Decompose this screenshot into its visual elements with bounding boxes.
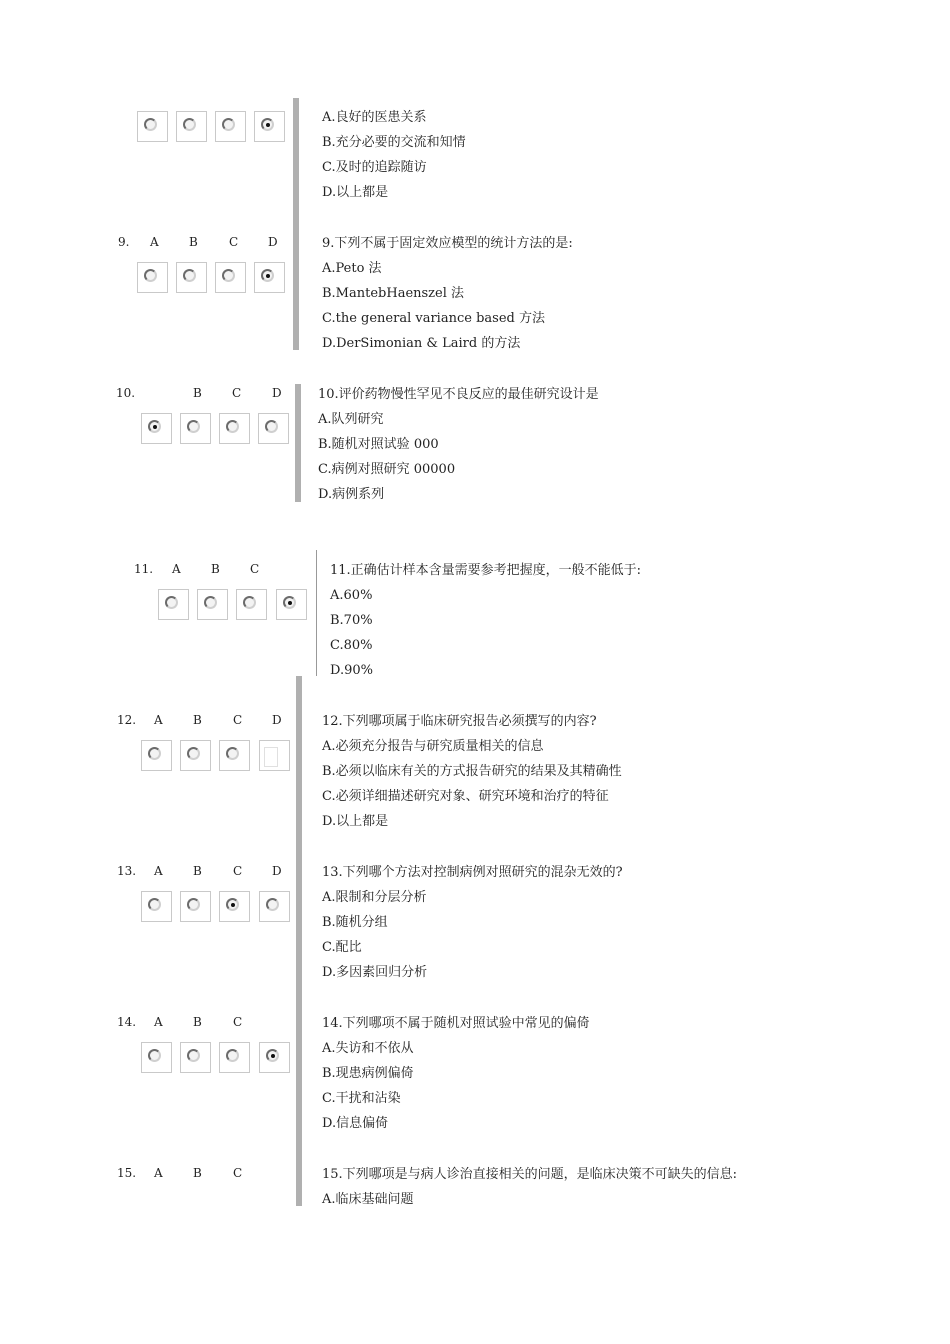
answer-option: D.90% <box>330 663 373 678</box>
radio-selected-icon <box>283 596 296 609</box>
question-title: 14.下列哪项不属于随机对照试验中常见的偏倚 <box>322 1016 590 1031</box>
answer-option: D.以上都是 <box>322 185 389 200</box>
radio-unselected-icon <box>222 269 235 282</box>
answer-letter-c: C <box>232 386 242 400</box>
radio-unselected-icon <box>148 747 161 760</box>
answer-radio-b[interactable] <box>176 262 207 293</box>
answer-option: A.Peto 法 <box>322 261 382 276</box>
answer-letter-b: B <box>193 864 202 878</box>
answer-option: B.现患病例偏倚 <box>322 1066 414 1081</box>
radio-selected-icon <box>261 118 274 131</box>
answer-radio-c[interactable] <box>219 740 250 771</box>
question-title: 12.下列哪项属于临床研究报告必须撰写的内容? <box>322 714 597 729</box>
answer-letter-a: A <box>154 713 163 727</box>
question-text-block <box>322 231 573 356</box>
radio-unselected-icon <box>187 898 200 911</box>
radio-selected-icon <box>226 898 239 911</box>
answer-option: D.信息偏倚 <box>322 1116 389 1131</box>
radio-unselected-icon <box>165 596 178 609</box>
radio-unselected-icon <box>144 269 157 282</box>
separator-bar <box>293 98 299 350</box>
answer-letter-c: C <box>233 1166 243 1180</box>
answer-radio-b[interactable] <box>197 589 228 620</box>
answer-letter-b: B <box>189 235 198 249</box>
answer-option: A.限制和分层分析 <box>322 890 427 905</box>
radio-selected-icon <box>261 269 274 282</box>
radio-unselected-icon <box>187 747 200 760</box>
answer-letter-a: A <box>154 864 163 878</box>
answer-radio-c[interactable] <box>219 891 250 922</box>
radio-unselected-icon <box>265 420 278 433</box>
answer-option: B.70% <box>330 613 373 628</box>
answer-radio-a[interactable] <box>137 111 168 142</box>
question-number: 10. <box>116 386 136 400</box>
question-text-block <box>322 1011 590 1136</box>
answer-option: B.MantebHaenszel 法 <box>322 286 465 301</box>
answer-letter-c: C <box>233 864 243 878</box>
answer-radio-c[interactable] <box>215 111 246 142</box>
answer-option: B.随机对照试验 000 <box>318 437 439 452</box>
question-text-block <box>322 860 623 985</box>
radio-selected-icon <box>148 420 161 433</box>
radio-unselected-icon <box>222 118 235 131</box>
empty-checkbox-icon <box>264 747 278 767</box>
answer-letter-d: D <box>272 386 282 400</box>
question-number: 11. <box>134 562 154 576</box>
answer-letter-b: B <box>211 562 220 576</box>
question-title: 13.下列哪个方法对控制病例对照研究的混杂无效的? <box>322 865 623 880</box>
separator-line <box>316 550 317 676</box>
question-text-block <box>318 382 599 507</box>
question-text-block <box>322 709 622 834</box>
answer-radio-c[interactable] <box>219 1042 250 1073</box>
radio-unselected-icon <box>226 747 239 760</box>
answer-radio-a[interactable] <box>141 1042 172 1073</box>
answer-letter-c: C <box>233 713 243 727</box>
answer-letter-c: C <box>233 1015 243 1029</box>
answer-radio-d[interactable] <box>259 891 290 922</box>
answer-radio-c[interactable] <box>219 413 250 444</box>
radio-unselected-icon <box>183 118 196 131</box>
answer-option: A.临床基础问题 <box>322 1192 414 1207</box>
answer-option: C.配比 <box>322 940 362 955</box>
answer-letter-c: C <box>250 562 260 576</box>
radio-unselected-icon <box>187 1049 200 1062</box>
question-number: 15. <box>117 1166 137 1180</box>
answer-letter-b: B <box>193 713 202 727</box>
answer-option: A.失访和不依从 <box>322 1041 414 1056</box>
answer-letter-d: D <box>272 864 282 878</box>
answer-radio-b[interactable] <box>180 1042 211 1073</box>
answer-radio-b[interactable] <box>180 740 211 771</box>
answer-option: A.60% <box>330 588 373 603</box>
answer-radio-c[interactable] <box>215 262 246 293</box>
question-title: 10.评价药物慢性罕见不良反应的最佳研究设计是 <box>318 387 599 402</box>
answer-option: C.必须详细描述研究对象、研究环境和治疗的特征 <box>322 789 609 804</box>
answer-radio-b[interactable] <box>180 891 211 922</box>
answer-option: D.多因素回归分析 <box>322 965 428 980</box>
question-title: 11.正确估计样本含量需要参考把握度，一般不能低于: <box>330 563 642 578</box>
question-text-block <box>322 1162 737 1212</box>
answer-radio-a[interactable] <box>141 413 172 444</box>
radio-unselected-icon <box>226 420 239 433</box>
radio-unselected-icon <box>204 596 217 609</box>
answer-option: B.随机分组 <box>322 915 388 930</box>
answer-letter-a: A <box>172 562 181 576</box>
answer-option: D.DerSimonian & Laird 的方法 <box>322 336 521 351</box>
answer-letter-c: C <box>229 235 239 249</box>
answer-option: D.以上都是 <box>322 814 389 829</box>
answer-radio-d[interactable] <box>254 111 285 142</box>
answer-option: C.及时的追踪随访 <box>322 160 427 175</box>
question-text-block <box>330 558 641 683</box>
answer-radio-a[interactable] <box>137 262 168 293</box>
answer-option: B.充分必要的交流和知情 <box>322 135 466 150</box>
radio-selected-icon <box>266 1049 279 1062</box>
separator-bar <box>296 676 302 1206</box>
answer-radio-c[interactable] <box>236 589 267 620</box>
question-text-block <box>322 105 466 205</box>
answer-letter-a: A <box>154 1015 163 1029</box>
answer-radio-b[interactable] <box>176 111 207 142</box>
answer-letter-b: B <box>193 386 202 400</box>
answer-radio-d[interactable] <box>258 413 289 444</box>
answer-letter-a: A <box>154 1166 163 1180</box>
radio-unselected-icon <box>187 420 200 433</box>
question-number: 13. <box>117 864 137 878</box>
radio-unselected-icon <box>243 596 256 609</box>
radio-unselected-icon <box>148 1049 161 1062</box>
answer-letter-b: B <box>193 1166 202 1180</box>
answer-option: C.80% <box>330 638 373 653</box>
answer-option: B.必须以临床有关的方式报告研究的结果及其精确性 <box>322 764 622 779</box>
radio-unselected-icon <box>226 1049 239 1062</box>
answer-option: A.必须充分报告与研究质量相关的信息 <box>322 739 544 754</box>
question-number: 9. <box>118 235 130 249</box>
radio-unselected-icon <box>266 898 279 911</box>
answer-option: C.干扰和沾染 <box>322 1091 401 1106</box>
answer-option: C.病例对照研究 00000 <box>318 462 456 477</box>
answer-radio-b[interactable] <box>180 413 211 444</box>
answer-radio-d[interactable] <box>259 1042 290 1073</box>
question-title: 15.下列哪项是与病人诊治直接相关的问题，是临床决策不可缺失的信息: <box>322 1167 738 1182</box>
radio-unselected-icon <box>144 118 157 131</box>
answer-letter-b: B <box>193 1015 202 1029</box>
answer-option: C.the general variance based 方法 <box>322 311 545 326</box>
answer-radio-d[interactable] <box>254 262 285 293</box>
radio-unselected-icon <box>183 269 196 282</box>
answer-radio-a[interactable] <box>141 740 172 771</box>
answer-letter-d: D <box>268 235 278 249</box>
answer-option: A.队列研究 <box>318 412 384 427</box>
answer-radio-a[interactable] <box>141 891 172 922</box>
question-title: 9.下列不属于固定效应模型的统计方法的是: <box>322 236 573 251</box>
radio-unselected-icon <box>148 898 161 911</box>
separator-bar <box>295 384 301 502</box>
question-number: 12. <box>117 713 137 727</box>
answer-letter-d: D <box>272 713 282 727</box>
answer-radio-d[interactable] <box>259 740 290 771</box>
answer-radio-d[interactable] <box>276 589 307 620</box>
answer-letter-a: A <box>150 235 159 249</box>
question-number: 14. <box>117 1015 137 1029</box>
answer-option: D.病例系列 <box>318 487 385 502</box>
answer-radio-a[interactable] <box>158 589 189 620</box>
answer-option: A.良好的医患关系 <box>322 110 427 125</box>
